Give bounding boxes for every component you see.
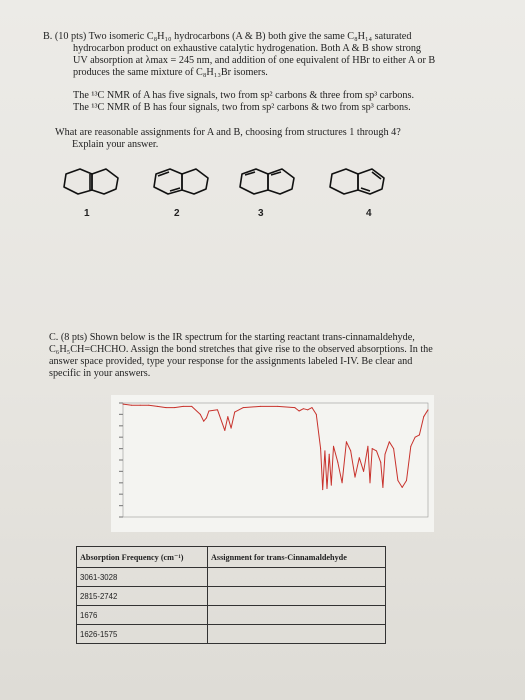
ir-data-point bbox=[331, 485, 332, 486]
assignment-cell[interactable] bbox=[208, 587, 386, 606]
ir-data-point bbox=[322, 489, 323, 490]
ir-data-point bbox=[389, 441, 390, 442]
ir-data-point bbox=[165, 407, 166, 408]
ir-data-point bbox=[260, 406, 261, 407]
ir-data-point bbox=[376, 450, 377, 451]
ir-data-point bbox=[359, 457, 360, 458]
ir-data-point bbox=[191, 406, 192, 407]
structure-1 bbox=[64, 169, 118, 194]
ir-data-point bbox=[234, 412, 235, 413]
frequency-cell: 2815-2742 bbox=[77, 587, 208, 606]
ir-data-point bbox=[307, 409, 308, 410]
ir-data-point bbox=[208, 410, 209, 411]
ir-data-point bbox=[423, 416, 424, 417]
ir-plot-frame bbox=[123, 403, 428, 517]
table-row bbox=[77, 625, 386, 644]
ir-data-point bbox=[140, 405, 141, 406]
header-frequency: Absorption Frequency (cm⁻¹) bbox=[77, 547, 208, 568]
ir-data-point bbox=[354, 477, 355, 478]
ir-data-point bbox=[316, 414, 317, 415]
structure-label-3: 3 bbox=[258, 208, 264, 219]
structure-3 bbox=[240, 169, 294, 194]
ir-data-point bbox=[299, 410, 300, 411]
ir-spectrum-chart bbox=[111, 395, 434, 532]
ir-data-point bbox=[277, 406, 278, 407]
frequency-cell: 1626-1575 bbox=[77, 625, 208, 644]
ir-data-point bbox=[382, 487, 383, 488]
ir-spectrum-panel bbox=[111, 395, 434, 532]
frequency-cell: 3061-3028 bbox=[77, 568, 208, 587]
ir-data-point bbox=[203, 421, 204, 422]
structure-2 bbox=[154, 169, 208, 194]
ir-data-point bbox=[206, 417, 207, 418]
ir-data-point bbox=[346, 441, 347, 442]
bicyclic-structures bbox=[60, 160, 440, 230]
ir-data-point bbox=[406, 480, 407, 481]
partB-line-4: produces the same mixture of C₈H₁₃Br isomers. bbox=[73, 67, 268, 78]
partB-line-2: hydrocarbon product on exhaustive catalytic hydrogenation. Both A & B show strong bbox=[73, 43, 422, 54]
ir-data-point bbox=[131, 405, 132, 406]
ir-data-point bbox=[370, 482, 371, 483]
ir-data-point bbox=[410, 446, 411, 447]
structure-label-2: 2 bbox=[174, 208, 180, 219]
ir-data-point bbox=[428, 409, 429, 410]
ir-data-point bbox=[337, 462, 338, 463]
question-line-1: What are reasonable assignments for A and B, choosing from structures 1 through 4? bbox=[55, 127, 401, 138]
ir-data-point bbox=[217, 409, 218, 410]
partC-line-2: C₆H₅CH=CHCHO. Assign the bond stretches that give rise to the observed absorptions. In the bbox=[49, 344, 433, 355]
partC-line-4: specific in your answers. bbox=[49, 368, 151, 379]
ir-data-point bbox=[312, 407, 313, 408]
ir-data-point bbox=[329, 454, 330, 455]
ir-data-point bbox=[294, 407, 295, 408]
ir-data-point bbox=[324, 450, 325, 451]
table-row bbox=[77, 587, 386, 606]
ir-data-point bbox=[402, 487, 403, 488]
ir-data-point bbox=[157, 406, 158, 407]
partB-line-1: B. (10 pts) Two isomeric C₈H₁₀ hydrocarbons (A & B) both give the same C₈H₁₄ saturated bbox=[43, 31, 412, 42]
ir-data-point bbox=[227, 416, 228, 417]
ir-data-point bbox=[148, 405, 149, 406]
header-assignment: Assignment for trans-Cinnamaldehyde bbox=[208, 547, 386, 568]
ir-data-point bbox=[397, 480, 398, 481]
table-row bbox=[77, 568, 386, 587]
structure-4 bbox=[330, 169, 384, 194]
ir-data-point bbox=[174, 407, 175, 408]
ir-data-point bbox=[243, 407, 244, 408]
ir-data-point bbox=[342, 482, 343, 483]
ir-spectrum-trace bbox=[123, 404, 428, 490]
ir-data-point bbox=[231, 428, 232, 429]
partC-line-3: answer space provided, type your response for the assignments labeled I-IV. Be clear and bbox=[49, 356, 413, 367]
ir-data-point bbox=[415, 437, 416, 438]
ir-data-point bbox=[200, 414, 201, 415]
ir-data-point bbox=[367, 446, 368, 447]
ir-data-point bbox=[419, 434, 420, 435]
ir-data-point bbox=[303, 408, 304, 409]
partB-line-3: UV absorption at λmax = 245 nm, and addition of one equivalent of HBr to either A or B bbox=[73, 55, 436, 66]
nmr-line-A: The ¹³C NMR of A has five signals, two from sp² carbons & three from sp³ carbons. bbox=[73, 90, 414, 101]
ir-data-point bbox=[372, 448, 373, 449]
ir-data-point bbox=[224, 430, 225, 431]
table-header-row bbox=[77, 547, 386, 568]
ir-data-point bbox=[183, 406, 184, 407]
table-row bbox=[77, 606, 386, 625]
ir-data-point bbox=[363, 471, 364, 472]
assignment-cell[interactable] bbox=[208, 568, 386, 587]
ir-data-point bbox=[393, 448, 394, 449]
ir-data-point bbox=[350, 450, 351, 451]
frequency-cell: 1676 bbox=[77, 606, 208, 625]
assignment-table bbox=[76, 546, 386, 644]
ir-data-point bbox=[385, 454, 386, 455]
ir-data-point bbox=[380, 462, 381, 463]
assignment-cell[interactable] bbox=[208, 606, 386, 625]
structure-label-1: 1 bbox=[84, 208, 90, 219]
nmr-line-B: The ¹³C NMR of B has four signals, two from sp² carbons & two from sp³ carbons. bbox=[73, 102, 411, 113]
question-line-2: Explain your answer. bbox=[72, 139, 159, 150]
ir-data-point bbox=[320, 448, 321, 449]
assignment-cell[interactable] bbox=[208, 625, 386, 644]
ir-data-point bbox=[333, 446, 334, 447]
ir-data-point bbox=[123, 404, 124, 405]
structure-label-4: 4 bbox=[366, 208, 372, 219]
partC-line-1: C. (8 pts) Shown below is the IR spectrum for the starting reactant trans-cinnamaldehyde, bbox=[49, 332, 415, 343]
ir-data-point bbox=[326, 488, 327, 489]
